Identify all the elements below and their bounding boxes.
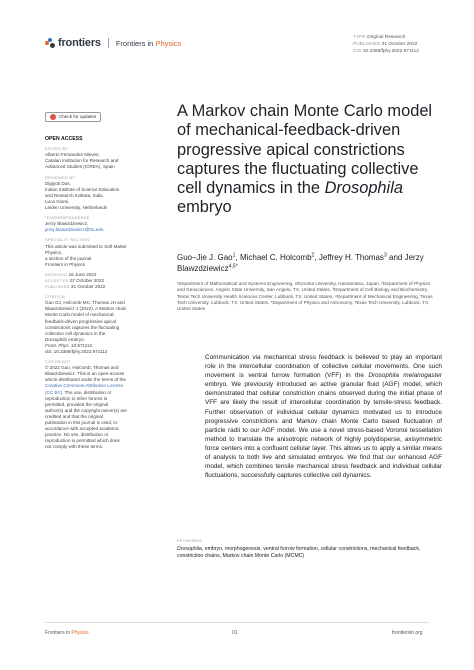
copyright-label: COPYRIGHT bbox=[45, 359, 71, 365]
reviewed-by-label: REVIEWED BY bbox=[45, 174, 76, 180]
journal-name: Frontiers in Physics bbox=[115, 38, 182, 48]
license-link[interactable]: Creative Commons Attribution License bbox=[45, 383, 124, 389]
keywords: Drosophila, embryo, morphogenesis, ventral furrow formation, cellular constrictions, mechanical feedback, constriction chains, Markov chain Monte Carlo (MCMC) bbox=[177, 546, 421, 560]
check-updates-button[interactable]: Check for updates bbox=[45, 112, 101, 122]
specialty-section: This article was submitted to Soft Matter Physics, a section of the journal Frontiers in Physics bbox=[45, 243, 127, 267]
published-date: 31 October 2022 bbox=[381, 42, 418, 47]
author-list: Guo–Jie J. Gao$^1$, Michael C. Holcomb$^2$, Jeffrey H. Thomas$^3$ and Jerzy Blawzdziewicz$^{4,5*}$ bbox=[177, 252, 424, 273]
correspondence: Jerzy Blawzdziewicz, jerzy.blawzdziewicz@ttu.edu bbox=[45, 221, 157, 233]
specialty-label: SPECIALTY SECTION bbox=[45, 237, 90, 243]
reviewed-by: Dipjyoti Das, Indian Institute of Science Education and Research Kolkata, India Luca Giomi, Leiden University, Netherlands bbox=[45, 180, 120, 211]
affiliations: ¹Department of Mathematical and Systems Engineering, Shizuoka University, Hamamatsu, Japan, ²Department of Physics and Geosciences, Angelo State University, San Angelo, TX, United States, ³Department of Cell Biology and Biochemistry, Texas Tech University Health Sciences Center, Lubbock, TX, United States, ⁴Department of Mechanical Engineering, Texas Tech University, Lubbock, TX, United States, ⁵Department of Physics and Astronomy, Texas Tech University, Lubbock, TX, United States bbox=[177, 281, 433, 312]
article-type: Original Research bbox=[366, 35, 406, 40]
article-sidebar bbox=[45, 112, 157, 454]
check-updates-icon bbox=[50, 114, 56, 120]
citation-label: CITATION bbox=[45, 294, 65, 300]
footer-site-link[interactable]: frontiersin.org bbox=[392, 630, 423, 636]
correspondence-label: *CORRESPONDENCE bbox=[45, 215, 90, 221]
frontiers-logo[interactable] bbox=[45, 37, 181, 49]
footer-rule bbox=[45, 622, 429, 623]
edited-by-label: EDITED BY bbox=[45, 146, 69, 152]
open-access-label: OPEN ACCESS bbox=[45, 136, 83, 143]
article-title: A Markov chain Monte Carlo model of mechanical-feedback-driven progressive apical constrictions captures the fluctuating collective cell dynamics in the Drosophila embryo bbox=[177, 102, 433, 217]
article-doi: 10.3389/fphy.2022.971112 bbox=[362, 49, 419, 54]
author: Jerzy Blawzdziewicz bbox=[177, 253, 424, 273]
abstract: Communication via mechanical stress feedback is believed to play an important role in the intercellular coordination of collective cellular movements. One such movement is ventral furrow formation (VFF) in the Drosophila melanogaster embryo. We previously introduced an active granular fluid (AGF) model, which demonstrated that cellular constriction chains observed during the initial phase of VFF are likely the result of intercellular coordination by tensile-stress feedback. Further observation of individual cellular dynamics motivated us to introduce progressive constrictions and Markov chain Monte Carlo based fluctuation of particle radii to our AGF model. We use a novel stress-based Voronoi tessellation method to translate the anisotropic network of highly polydisperse, axisymmetric force centers into a confluent cellular layer. This allows us to apply a similar means of analysis to both live and simulated embryos. We find that our enhanced AGF model, which combines tensile mechanical stress feedback and individual cellular fluctuations, successfully captures collective cell dynamics. bbox=[205, 354, 443, 480]
license-link-short[interactable]: (CC BY). bbox=[45, 389, 64, 395]
footer-journal: Frontiers in Physics bbox=[45, 630, 89, 636]
page-number: 01 bbox=[232, 630, 238, 636]
copyright: © 2022 Gao, Holcomb, Thomas and Blawzdziewicz. This is an open-access article distributed under the terms of the Creative Commons Attribution License (CC BY). The use, distribution or reproduction in other forums is permitted, provided the original author(s) and the copyright owner(s) are credited and that the original publication in this journal is cited, in accordance with accepted academic practice. No use, distribution or reproduction is permitted which does not comply with these terms. bbox=[45, 365, 157, 450]
article-meta: TYPE Original Research PUBLISHED 31 October 2022 DOI 10.3389/fphy.2022.971112 bbox=[353, 35, 419, 54]
edited-by: Alberto Fernandez-Nieves, Catalan Institution for Research and Advanced Studies (ICREA), Spain bbox=[45, 152, 119, 170]
author: Guo–Jie J. Gao bbox=[177, 253, 233, 262]
correspondence-email-link[interactable]: jerzy.blawzdziewicz@ttu.edu bbox=[45, 227, 104, 233]
frontiers-logo-icon bbox=[45, 38, 55, 48]
keywords-label: KEYWORDS bbox=[177, 538, 203, 543]
author: Michael C. Holcomb bbox=[239, 253, 312, 262]
author: Jeffrey H. Thomas bbox=[318, 253, 384, 262]
article-dates: RECEIVED 16 June 2022 ACCEPTED 07 October 2022 PUBLISHED 31 October 2022 bbox=[45, 271, 106, 290]
header-divider bbox=[108, 38, 109, 48]
citation: Gao GJ, Holcomb MC, Thomas JH and Blawzdziewicz J (2022), A Markov chain Monte Carlo model of mechanical- feedback-driven progressive apical constrictions captures the fluctuating collective cell dynamics in the Drosophila embryo. Front. Phys. 10:971112. doi: 10.3389/fphy.2022.971112 bbox=[45, 300, 127, 354]
brand-name: frontiers bbox=[58, 37, 101, 49]
